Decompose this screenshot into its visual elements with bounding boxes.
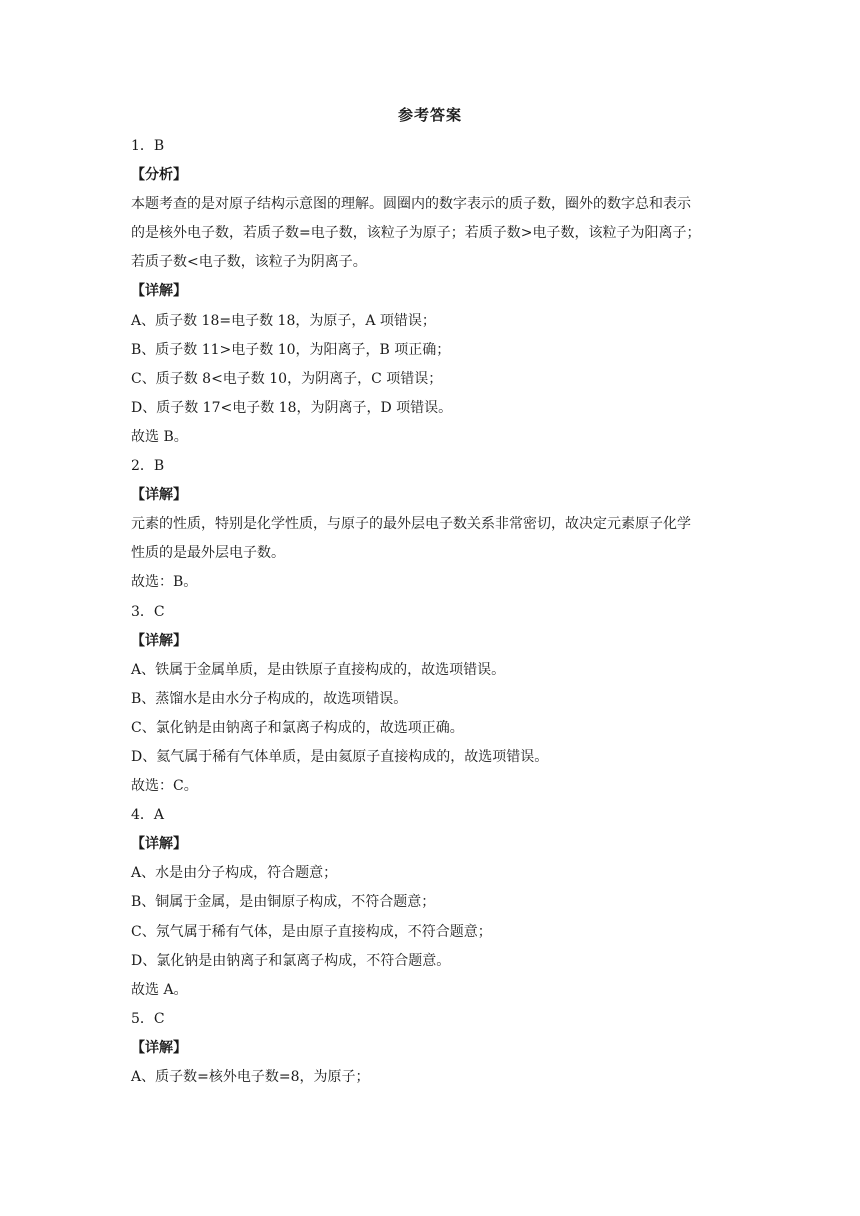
detail-text-line: D、质子数 17<电子数 18，为阴离子，D 项错误。: [131, 399, 453, 416]
detail-text-line: A、质子数 18=电子数 18，为原子，A 项错误；: [131, 312, 436, 329]
detail-text-line: D、氦气属于稀有气体单质，是由氦原子直接构成的，故选项错误。: [131, 748, 549, 765]
detail-text-line: A、水是由分子构成，符合题意；: [131, 865, 338, 882]
answer-number-2: 2．B: [131, 458, 165, 475]
analysis-text-line: 的是核外电子数，若质子数=电子数，该粒子为原子；若质子数>电子数，该粒子为阳离子；: [131, 225, 701, 242]
analysis-heading: 【分析】: [131, 167, 187, 184]
detail-text-line: C、氯化钠是由钠离子和氯离子构成的，故选项正确。: [131, 719, 464, 736]
detail-text-line: A、铁属于金属单质，是由铁原子直接构成的，故选项错误。: [131, 661, 506, 678]
analysis-text-line: 若质子数<电子数，该粒子为阴离子。: [131, 254, 367, 271]
detail-text-line: A、质子数=核外电子数=8，为原子；: [131, 1069, 370, 1085]
answer-number-3: 3．C: [131, 603, 165, 620]
answer-number-5: 5．C: [131, 1010, 165, 1027]
conclusion-line: 故选 A。: [131, 981, 188, 998]
detail-text-line: 性质的是最外层电子数。: [131, 545, 285, 562]
answer-number-4: 4．A: [131, 807, 165, 824]
detail-text-line: B、蒸馏水是由水分子构成的，故选项错误。: [131, 690, 408, 707]
detail-text-line: C、氖气属于稀有气体，是由原子直接构成，不符合题意；: [131, 923, 492, 940]
conclusion-line: 故选 B。: [131, 428, 188, 445]
detail-heading: 【详解】: [131, 836, 187, 853]
analysis-text-line: 本题考查的是对原子结构示意图的理解。圆圈内的数字表示的质子数，圈外的数字总和表示: [131, 196, 691, 213]
detail-heading: 【详解】: [131, 632, 187, 649]
detail-text-line: B、质子数 11>电子数 10，为阳离子，B 项正确；: [131, 341, 451, 358]
detail-text-line: D、氯化钠是由钠离子和氯离子构成，不符合题意。: [131, 952, 451, 969]
detail-text-line: B、铜属于金属，是由铜原子构成，不符合题意；: [131, 894, 436, 911]
detail-heading: 【详解】: [131, 283, 187, 300]
conclusion-line: 故选：C。: [131, 778, 198, 795]
answer-number-1: 1．B: [131, 138, 165, 154]
answer-content: [131, 132, 731, 1092]
detail-heading: 【详解】: [131, 1039, 187, 1056]
detail-text-line: C、质子数 8<电子数 10，为阴离子，C 项错误；: [131, 370, 443, 387]
detail-text-line: 元素的性质，特别是化学性质，与原子的最外层电子数关系非常密切，故决定元素原子化学: [131, 516, 691, 533]
page-title: 参考答案: [397, 106, 462, 124]
conclusion-line: 故选：B。: [131, 574, 198, 591]
detail-heading: 【详解】: [131, 487, 187, 504]
